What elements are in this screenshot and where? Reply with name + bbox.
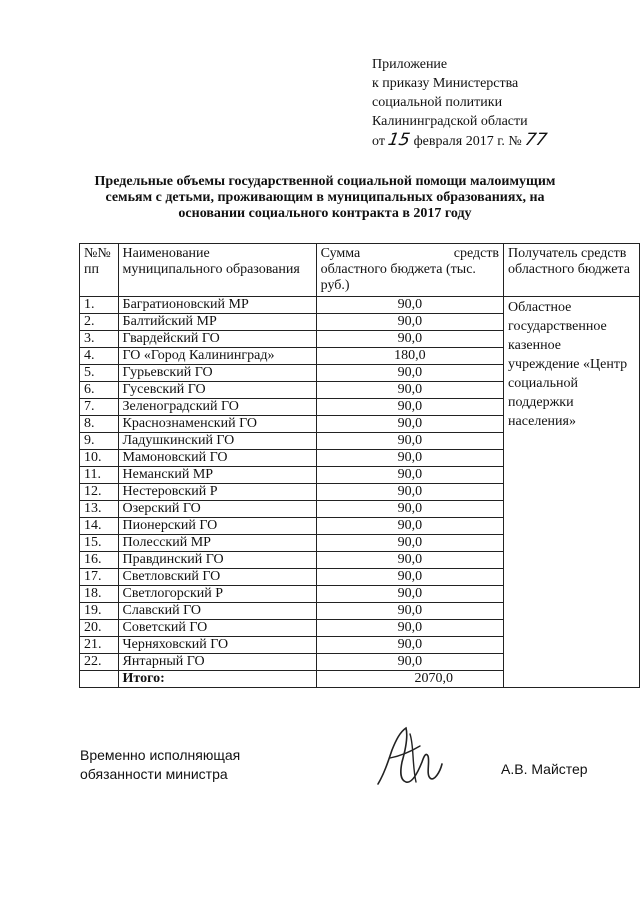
row-num: 14. — [80, 518, 119, 535]
header-sum-word-1: Сумма — [320, 246, 361, 261]
row-name: Полесский МР — [118, 535, 316, 552]
row-name: Ладушкинский ГО — [118, 433, 316, 450]
position-line-1: Временно исполняющая — [80, 747, 241, 763]
row-sum: 90,0 — [316, 552, 503, 569]
row-sum: 90,0 — [316, 569, 503, 586]
row-num: 19. — [80, 603, 119, 620]
signature-icon — [370, 722, 450, 792]
total-value: 2070,0 — [316, 671, 503, 688]
appendix-line-2: к приказу Министерства — [372, 76, 519, 91]
row-sum: 90,0 — [316, 416, 503, 433]
position-line-2: обязанности министра — [80, 766, 228, 782]
row-name: Гурьевский ГО — [118, 365, 316, 382]
row-sum: 90,0 — [316, 535, 503, 552]
row-num: 10. — [80, 450, 119, 467]
row-sum: 90,0 — [316, 603, 503, 620]
row-name: Пионерский ГО — [118, 518, 316, 535]
row-num: 6. — [80, 382, 119, 399]
total-label: Итого: — [118, 671, 316, 688]
row-name: Балтийский МР — [118, 314, 316, 331]
row-num: 4. — [80, 348, 119, 365]
row-sum: 90,0 — [316, 382, 503, 399]
row-sum: 90,0 — [316, 501, 503, 518]
row-num: 17. — [80, 569, 119, 586]
appendix-date-line — [372, 131, 547, 151]
title-line-2: семьям с детьми, проживающим в муниципальных образованиях, на — [105, 190, 545, 205]
row-sum: 90,0 — [316, 637, 503, 654]
row-num: 22. — [80, 654, 119, 671]
row-sum: 90,0 — [316, 314, 503, 331]
allocation-table — [79, 243, 640, 688]
header-num-line-1: №№ — [84, 246, 111, 261]
row-sum: 90,0 — [316, 331, 503, 348]
row-num: 15. — [80, 535, 119, 552]
row-sum: 90,0 — [316, 620, 503, 637]
row-sum: 90,0 — [316, 484, 503, 501]
row-sum: 90,0 — [316, 450, 503, 467]
row-name: Краснознаменский ГО — [118, 416, 316, 433]
appendix-line-4: Калининградской области — [372, 114, 528, 129]
row-num: 1. — [80, 297, 119, 314]
handwritten-order-number: 77 — [523, 130, 549, 150]
header-sum — [316, 244, 503, 297]
row-sum: 90,0 — [316, 365, 503, 382]
row-num: 9. — [80, 433, 119, 450]
row-sum: 90,0 — [316, 399, 503, 416]
row-name: Нестеровский Р — [118, 484, 316, 501]
recipient-cell: Областное государственное казенное учреждение «Центр социальной поддержки населения» — [504, 297, 640, 688]
header-sum-word-2: средств — [453, 246, 500, 261]
title-line-3: основании социального контракта в 2017 году — [178, 206, 472, 221]
row-name: Светловский ГО — [118, 569, 316, 586]
row-name: Советский ГО — [118, 620, 316, 637]
row-name: Славский ГО — [118, 603, 316, 620]
title-line-1: Предельные объемы государственной социальной помощи малоимущим — [94, 174, 556, 189]
signatory-name: А.В. Майстер — [501, 761, 588, 777]
row-sum: 90,0 — [316, 467, 503, 484]
row-name: Правдинский ГО — [118, 552, 316, 569]
row-name: ГО «Город Калининград» — [118, 348, 316, 365]
row-sum: 90,0 — [316, 518, 503, 535]
row-name: Янтарный ГО — [118, 654, 316, 671]
appendix-line-1: Приложение — [372, 57, 448, 72]
row-num: 13. — [80, 501, 119, 518]
row-name: Гвардейский ГО — [118, 331, 316, 348]
row-num: 2. — [80, 314, 119, 331]
row-name: Черняховский ГО — [118, 637, 316, 654]
row-sum: 90,0 — [316, 586, 503, 603]
row-num: 12. — [80, 484, 119, 501]
row-name: Озерский ГО — [118, 501, 316, 518]
row-num: 3. — [80, 331, 119, 348]
row-name: Светлогорский Р — [118, 586, 316, 603]
date-prefix: от — [372, 134, 385, 149]
header-num-line-2: пп — [84, 262, 99, 277]
row-sum: 180,0 — [316, 348, 503, 365]
row-name: Зеленоградский ГО — [118, 399, 316, 416]
row-num: 5. — [80, 365, 119, 382]
row-num: 8. — [80, 416, 119, 433]
handwritten-signature — [370, 722, 450, 797]
header-recipient: Получатель средств областного бюджета — [504, 244, 640, 297]
row-sum: 90,0 — [316, 654, 503, 671]
handwritten-day: 15 — [386, 130, 412, 150]
row-name: Мамоновский ГО — [118, 450, 316, 467]
document-title — [70, 174, 580, 222]
row-sum: 90,0 — [316, 433, 503, 450]
table-row — [80, 297, 640, 314]
date-rest: февраля 2017 г. № — [413, 134, 522, 149]
row-num: 16. — [80, 552, 119, 569]
appendix-line-3: социальной политики — [372, 95, 503, 110]
header-num — [80, 244, 119, 297]
header-name: Наименование муниципального образования — [118, 244, 316, 297]
row-sum: 90,0 — [316, 297, 503, 314]
row-num: 20. — [80, 620, 119, 637]
appendix-block — [372, 55, 547, 151]
header-sum-rest: областного бюджета (тыс. руб.) — [320, 262, 476, 293]
table-header-row — [80, 244, 640, 297]
row-name: Неманский МР — [118, 467, 316, 484]
row-num: 18. — [80, 586, 119, 603]
row-num: 7. — [80, 399, 119, 416]
total-num-empty — [80, 671, 119, 688]
row-num: 11. — [80, 467, 119, 484]
row-num: 21. — [80, 637, 119, 654]
row-name: Гусевский ГО — [118, 382, 316, 399]
row-name: Багратионовский МР — [118, 297, 316, 314]
signatory-position — [80, 746, 240, 784]
